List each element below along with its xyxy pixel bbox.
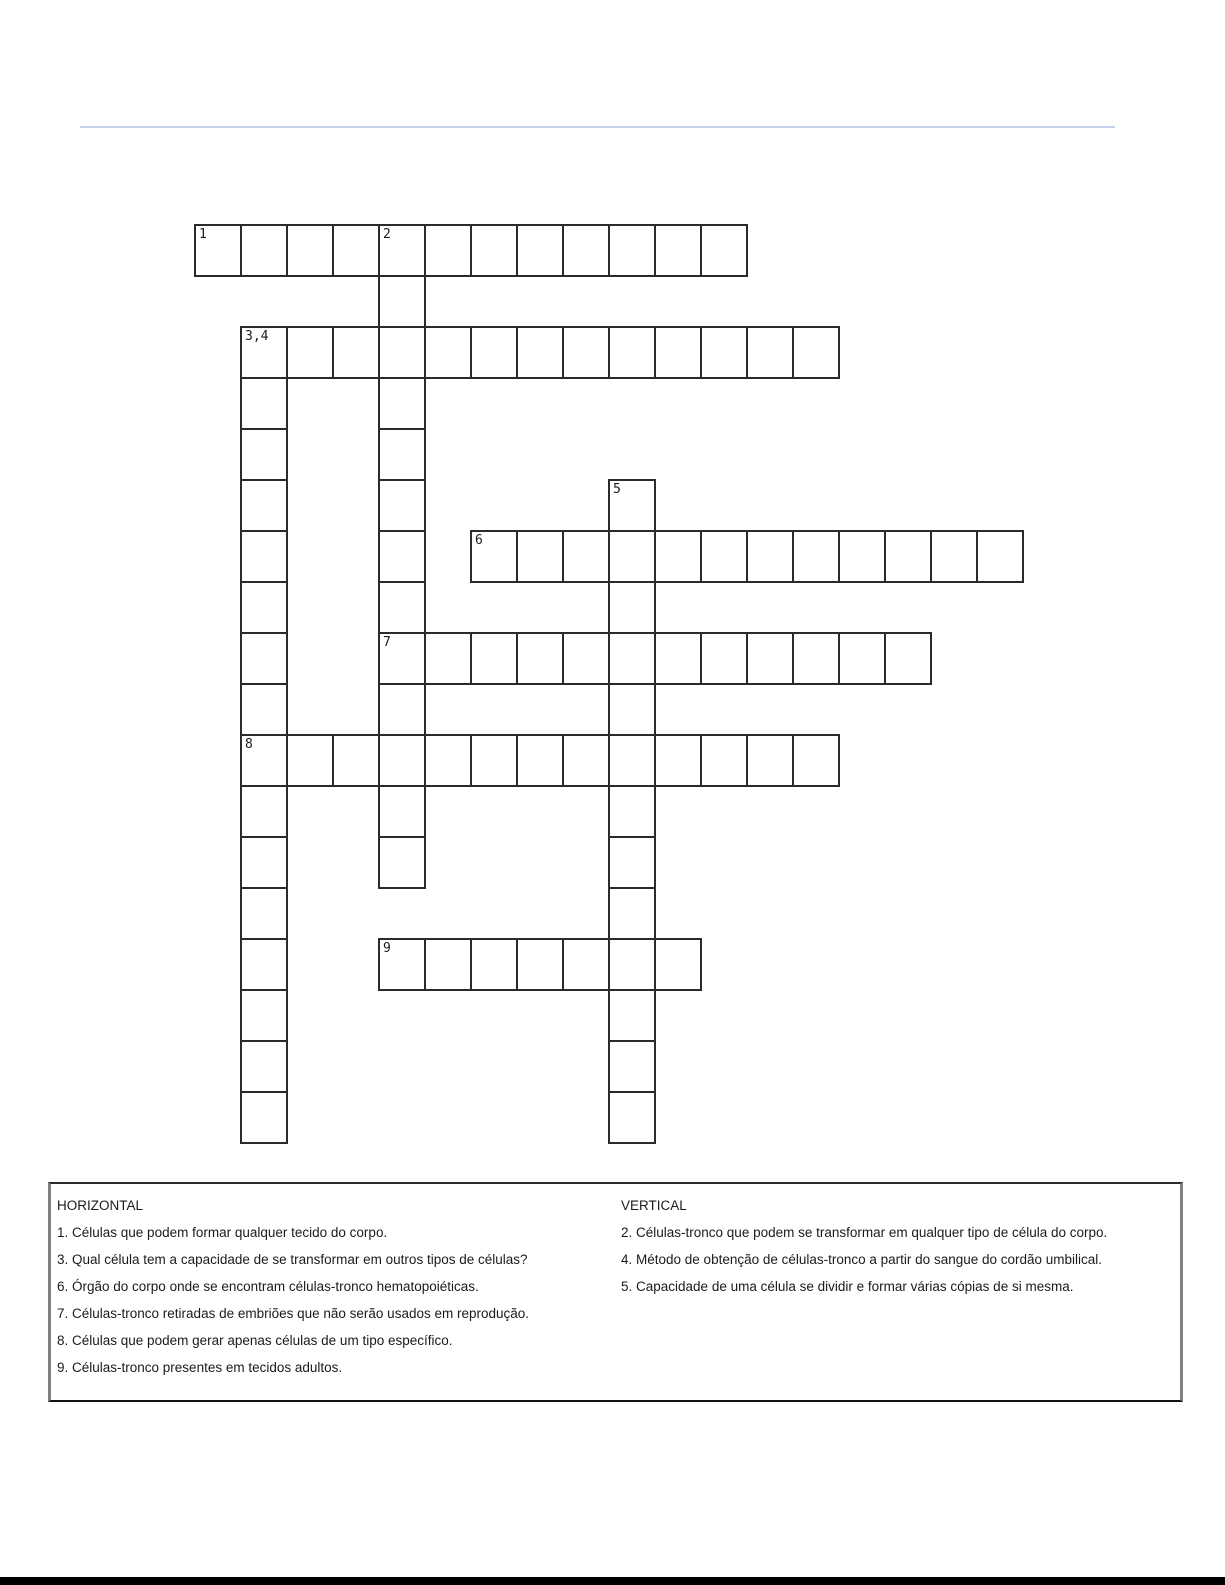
horizontal-clues: [57, 1192, 612, 1381]
vertical-header: VERTICAL: [621, 1198, 687, 1213]
grid-cell-across-1-4[interactable]: [332, 224, 380, 277]
grid-cell-across-8-4[interactable]: [378, 734, 426, 787]
grid-cell-across-3-2[interactable]: [286, 326, 334, 379]
grid-cell-down-4-16[interactable]: [240, 1091, 288, 1144]
grid-cell-across-8-13[interactable]: [792, 734, 840, 787]
clue-across-7: 7. Células-tronco retiradas de embriões que não serão usados em reprodução.: [57, 1306, 530, 1321]
grid-cell-across-7-12[interactable]: [884, 632, 932, 685]
grid-cell-across-8-6[interactable]: [470, 734, 518, 787]
grid-cell-down-4-3[interactable]: [240, 428, 288, 481]
grid-cell-down-4-8[interactable]: [240, 683, 288, 736]
grid-cell-across-6-8[interactable]: [792, 530, 840, 583]
grid-cell-across-1-7[interactable]: [470, 224, 518, 277]
clue-across-9: 9. Células-tronco presentes em tecidos adultos.: [57, 1360, 343, 1375]
grid-cell-down-2-10[interactable]: [378, 683, 426, 736]
grid-cell-across-3-13[interactable]: [792, 326, 840, 379]
grid-cell-down-5-7[interactable]: [608, 785, 656, 838]
top-divider-line: [80, 126, 1115, 128]
grid-cell-down-4-5[interactable]: [240, 530, 288, 583]
grid-cell-across-6-4[interactable]: [608, 530, 656, 583]
horizontal-header: HORIZONTAL: [57, 1198, 144, 1213]
grid-cell-across-8-11[interactable]: [700, 734, 748, 787]
clue-across-8: 8. Células que podem gerar apenas células de um tipo específico.: [57, 1333, 453, 1348]
grid-cell-down-2-5[interactable]: [378, 428, 426, 481]
grid-cell-across-9-6[interactable]: [608, 938, 656, 991]
grid-cell-across-6-10[interactable]: [884, 530, 932, 583]
grid-cell-across-9-5[interactable]: [562, 938, 610, 991]
grid-cell-down-2-12[interactable]: [378, 785, 426, 838]
grid-cell-across-1-3[interactable]: [286, 224, 334, 277]
grid-cell-across-3-9[interactable]: [608, 326, 656, 379]
grid-cell-down-2-4[interactable]: [378, 377, 426, 430]
grid-cell-down-5-9[interactable]: [608, 887, 656, 940]
grid-cell-down-2-6[interactable]: [378, 479, 426, 532]
grid-cell-across-7-8[interactable]: [700, 632, 748, 685]
grid-cell-down-5-11[interactable]: [608, 989, 656, 1042]
grid-cell-across-1-9[interactable]: [562, 224, 610, 277]
grid-cell-down-2-13[interactable]: [378, 836, 426, 889]
clue-number-label: 3,4: [245, 329, 269, 344]
grid-cell-down-4-2[interactable]: [240, 377, 288, 430]
grid-cell-across-3-6[interactable]: [470, 326, 518, 379]
grid-cell-across-7-3[interactable]: [470, 632, 518, 685]
clue-number-label: 8: [245, 737, 253, 752]
grid-cell-across-1-2[interactable]: [240, 224, 288, 277]
grid-cell-across-8-8[interactable]: [562, 734, 610, 787]
grid-cell-down-4-14[interactable]: [240, 989, 288, 1042]
grid-cell-down-4-6[interactable]: [240, 581, 288, 634]
grid-cell-across-6-5[interactable]: [654, 530, 702, 583]
grid-cell-across-8-2[interactable]: [286, 734, 334, 787]
grid-cell-across-8-10[interactable]: [654, 734, 702, 787]
grid-cell-down-4-10[interactable]: [240, 785, 288, 838]
grid-cell-across-6-6[interactable]: [700, 530, 748, 583]
clue-number-label: 6: [475, 533, 483, 548]
grid-cell-across-3-7[interactable]: [516, 326, 564, 379]
grid-cell-across-9-2[interactable]: [424, 938, 472, 991]
grid-cell-across-1-11[interactable]: [654, 224, 702, 277]
grid-cell-across-1-8[interactable]: [516, 224, 564, 277]
grid-cell-across-3-5[interactable]: [424, 326, 472, 379]
grid-cell-across-6-12[interactable]: [976, 530, 1024, 583]
grid-cell-across-3-4[interactable]: [378, 326, 426, 379]
grid-cell-down-5-5[interactable]: [608, 683, 656, 736]
grid-cell-across-6-2[interactable]: [516, 530, 564, 583]
clue-number-label: 1: [199, 227, 207, 242]
grid-cell-down-5-3[interactable]: [608, 581, 656, 634]
grid-cell-down-5-12[interactable]: [608, 1040, 656, 1093]
grid-cell-across-7-4[interactable]: [516, 632, 564, 685]
grid-cell-across-6-9[interactable]: [838, 530, 886, 583]
clue-number-label: 7: [383, 635, 391, 650]
grid-cell-across-6-11[interactable]: [930, 530, 978, 583]
grid-cell-across-8-9[interactable]: [608, 734, 656, 787]
grid-cell-across-9-3[interactable]: [470, 938, 518, 991]
clue-number-label: 5: [613, 482, 621, 497]
grid-cell-across-6-3[interactable]: [562, 530, 610, 583]
grid-cell-down-4-7[interactable]: [240, 632, 288, 685]
clue-number-label: 9: [383, 941, 391, 956]
grid-cell-across-3-11[interactable]: [700, 326, 748, 379]
grid-cell-down-4-13[interactable]: [240, 938, 288, 991]
clue-across-1: 1. Células que podem formar qualquer tecido do corpo.: [57, 1225, 388, 1240]
grid-cell-across-1-6[interactable]: [424, 224, 472, 277]
grid-cell-down-4-11[interactable]: [240, 836, 288, 889]
grid-cell-across-7-11[interactable]: [838, 632, 886, 685]
grid-cell-down-4-12[interactable]: [240, 887, 288, 940]
vertical-clues: [621, 1192, 1176, 1300]
grid-cell-across-8-5[interactable]: [424, 734, 472, 787]
grid-cell-across-7-6[interactable]: [608, 632, 656, 685]
grid-cell-down-5-13[interactable]: [608, 1091, 656, 1144]
grid-cell-down-4-15[interactable]: [240, 1040, 288, 1093]
clue-across-3: 3. Qual célula tem a capacidade de se transformar em outros tipos de células?: [57, 1252, 528, 1267]
grid-cell-down-2-8[interactable]: [378, 581, 426, 634]
clue-down-2: 2. Células-tronco que podem se transformar em qualquer tipo de célula do corpo.: [621, 1225, 1108, 1240]
grid-cell-down-2-7[interactable]: [378, 530, 426, 583]
grid-cell-down-5-8[interactable]: [608, 836, 656, 889]
grid-cell-down-4-4[interactable]: [240, 479, 288, 532]
page-bottom-bar: [0, 1577, 1225, 1585]
clue-number-label: 2: [383, 227, 391, 242]
clue-down-5: 5. Capacidade de uma célula se dividir e formar várias cópias de si mesma.: [621, 1279, 1074, 1294]
grid-cell-across-7-9[interactable]: [746, 632, 794, 685]
grid-cell-across-3-3[interactable]: [332, 326, 380, 379]
grid-cell-across-8-3[interactable]: [332, 734, 380, 787]
grid-cell-across-8-7[interactable]: [516, 734, 564, 787]
grid-cell-across-1-10[interactable]: [608, 224, 656, 277]
grid-cell-down-2-2[interactable]: [378, 275, 426, 328]
clue-across-6: 6. Órgão do corpo onde se encontram células-tronco hematopoiéticas.: [57, 1279, 479, 1294]
grid-cell-across-7-5[interactable]: [562, 632, 610, 685]
grid-cell-across-8-12[interactable]: [746, 734, 794, 787]
grid-cell-across-3-10[interactable]: [654, 326, 702, 379]
grid-cell-across-3-12[interactable]: [746, 326, 794, 379]
clue-down-4: 4. Método de obtenção de células-tronco a partir do sangue do cordão umbilical.: [621, 1252, 1103, 1267]
grid-cell-across-9-7[interactable]: [654, 938, 702, 991]
grid-cell-across-7-2[interactable]: [424, 632, 472, 685]
grid-cell-across-9-4[interactable]: [516, 938, 564, 991]
grid-cell-across-1-12[interactable]: [700, 224, 748, 277]
grid-cell-across-7-7[interactable]: [654, 632, 702, 685]
grid-cell-across-6-7[interactable]: [746, 530, 794, 583]
clue-legend-box: [48, 1182, 1183, 1402]
grid-cell-across-3-8[interactable]: [562, 326, 610, 379]
grid-cell-across-7-10[interactable]: [792, 632, 840, 685]
